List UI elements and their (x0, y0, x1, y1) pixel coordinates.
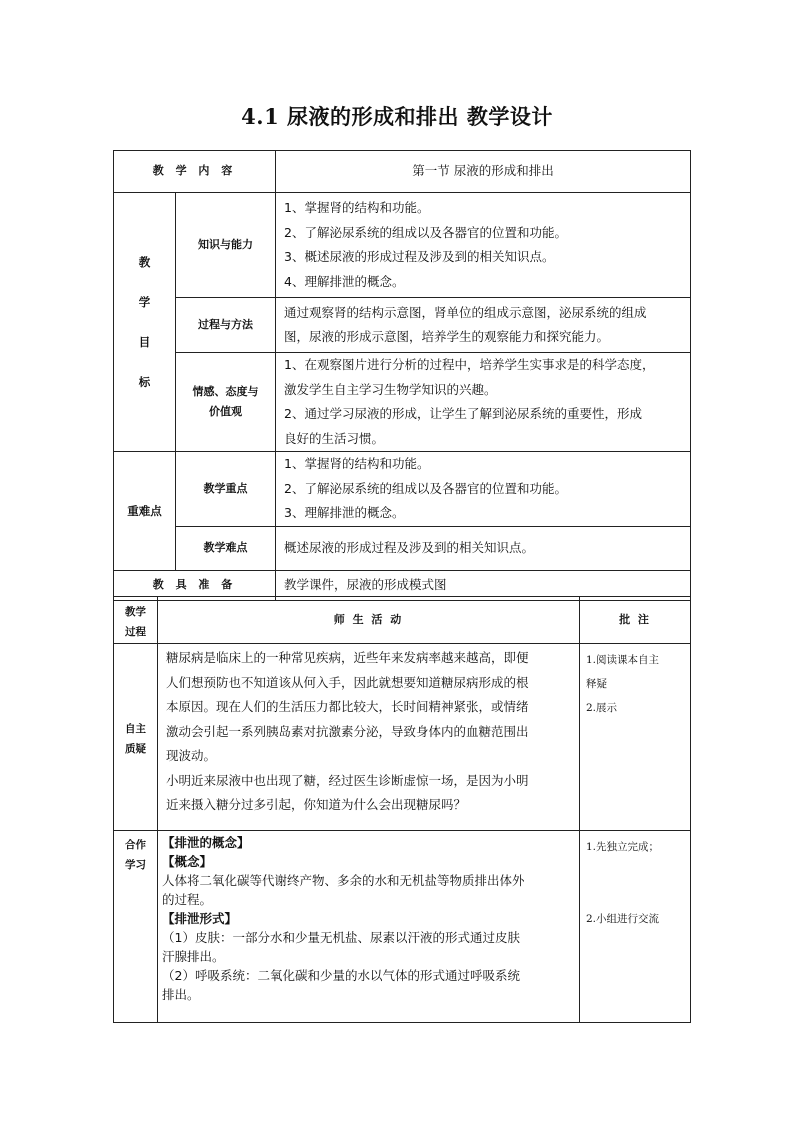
self-study-content (158, 644, 580, 831)
objectives-label (114, 193, 176, 452)
objectives-label-char: 标 (138, 375, 151, 389)
knowledge-line: 4、理解排泄的概念。 (284, 273, 405, 289)
attitude-line: 激发学生自主学习生物学知识的兴趣。 (284, 381, 497, 397)
process-table (113, 596, 691, 1023)
self-study-line: 小明近来尿液中也出现了糖，经过医生诊断虚惊一场，是因为小明 (166, 772, 529, 788)
attitude-line: 2、通过学习尿液的形成，让学生了解到泌尿系统的重要性，形成 (284, 406, 642, 421)
attitude-line: 1、在观察图片进行分析的过程中，培养学生实事求是的科学态度， (284, 357, 655, 372)
self-study-label (114, 644, 158, 831)
process-method-line: 通过观察肾的结构示意图，肾单位的组成示意图，泌尿系统的组成 (284, 304, 647, 320)
focus-line: 3、理解排泄的概念。 (284, 505, 405, 520)
process-method-line: 图，尿液的形成示意图，培养学生的观察能力和探究能力。 (284, 329, 610, 344)
cooperate-label (114, 831, 158, 1023)
spacer (586, 859, 686, 907)
key-points-label: 重难点 (114, 452, 176, 571)
prep-label: 教 具 准 备 (114, 570, 276, 600)
self-study-line: 人们想预防也不知道该从何入手，因此就想要知道糖尿病形成的根 (166, 674, 529, 690)
attitude-label (176, 353, 276, 452)
lesson-plan-table (113, 150, 691, 601)
cooperate-row (114, 831, 691, 1023)
focus-line: 1、掌握肾的结构和功能。 (284, 456, 430, 471)
cooperate-note: 1.先独立完成； (586, 841, 660, 853)
self-study-note: 2.展示 (586, 702, 618, 714)
attitude-label-line: 情感、态度与 (192, 385, 259, 398)
cooperate-line: 人体将二氧化碳等代谢终产物、多余的水和无机盐等物质排出体外 (162, 873, 525, 888)
cooperate-line: 【排泄的概念】 (162, 835, 250, 850)
self-study-line: 现波动。 (166, 748, 217, 763)
activity-col-header: 师 生 活 动 (158, 597, 580, 644)
process-method-label: 过程与方法 (176, 298, 276, 353)
self-study-line: 激动会引起一系列胰岛素对抗激素分泌，导致身体内的血糖范围出 (166, 723, 529, 739)
knowledge-content (276, 193, 691, 298)
page-title: 4.1 尿液的形成和排出 教学设计 (241, 104, 553, 129)
process-col-label-line: 教学 (125, 606, 146, 618)
cooperate-line: （1）皮肤：一部分水和少量无机盐、尿素以汗液的形式通过皮肤 (162, 930, 520, 945)
self-study-row (114, 644, 691, 831)
cooperate-content (158, 831, 580, 1023)
objective-row-process (114, 298, 691, 353)
self-study-notes (580, 644, 691, 831)
knowledge-line: 3、概述尿液的形成过程及涉及到的相关知识点。 (284, 249, 555, 264)
content-label: 教 学 内 容 (114, 151, 276, 193)
objective-row-attitude (114, 353, 691, 452)
cooperate-note: 2.小组进行交流 (586, 913, 660, 925)
process-col-label-line: 过程 (125, 626, 146, 638)
cooperate-line: 汗腺排出。 (162, 949, 225, 964)
content-row (114, 151, 691, 193)
content-value: 第一节 尿液的形成和排出 (276, 151, 691, 193)
self-study-note: 释疑 (586, 678, 607, 690)
difficulty-row (114, 526, 691, 570)
knowledge-line: 1、掌握肾的结构和功能。 (284, 200, 430, 215)
self-study-label-line: 自主 (125, 723, 146, 735)
knowledge-label: 知识与能力 (176, 193, 276, 298)
objectives-label-char: 学 (138, 295, 151, 309)
process-header-row (114, 597, 691, 644)
knowledge-line: 2、了解泌尿系统的组成以及各器官的位置和功能。 (284, 224, 567, 240)
objective-row-knowledge (114, 193, 691, 298)
attitude-label-line: 价值观 (209, 405, 242, 418)
difficulty-label: 教学难点 (176, 526, 276, 570)
attitude-line: 良好的生活习惯。 (284, 430, 385, 446)
cooperate-line: （2）呼吸系统：二氧化碳和少量的水以气体的形式通过呼吸系统 (162, 968, 520, 983)
process-col-label (114, 597, 158, 644)
cooperate-notes (580, 831, 691, 1023)
focus-content (276, 452, 691, 527)
cooperate-line: 排出。 (162, 987, 200, 1002)
notes-col-header: 批 注 (580, 597, 691, 644)
cooperate-label-line: 学习 (125, 859, 146, 871)
attitude-content (276, 353, 691, 452)
focus-label: 教学重点 (176, 452, 276, 527)
process-method-content (276, 298, 691, 353)
self-study-line: 糖尿病是临床上的一种常见疾病，近些年来发病率越来越高，即便 (166, 650, 529, 665)
prep-value: 教学课件，尿液的形成模式图 (276, 570, 691, 600)
cooperate-line: 【排泄形式】 (162, 911, 238, 926)
objectives-label-char: 目 (138, 335, 151, 349)
difficulty-content: 概述尿液的形成过程及涉及到的相关知识点。 (276, 526, 691, 570)
cooperate-label-line: 合作 (125, 839, 146, 851)
self-study-label-line: 质疑 (125, 743, 146, 755)
focus-line: 2、了解泌尿系统的组成以及各器官的位置和功能。 (284, 480, 567, 496)
self-study-note: 1.阅读课本自主 (586, 654, 660, 666)
self-study-line: 本原因。现在人们的生活压力都比较大，长时间精神紧张，或情绪 (166, 699, 529, 714)
cooperate-line: 【概念】 (162, 854, 213, 869)
cooperate-line: 的过程。 (162, 892, 213, 907)
objectives-label-char: 教 (138, 255, 151, 269)
self-study-line: 近来摄入糖分过多引起，你知道为什么会出现糖尿吗？ (166, 797, 467, 812)
key-point-row (114, 452, 691, 527)
